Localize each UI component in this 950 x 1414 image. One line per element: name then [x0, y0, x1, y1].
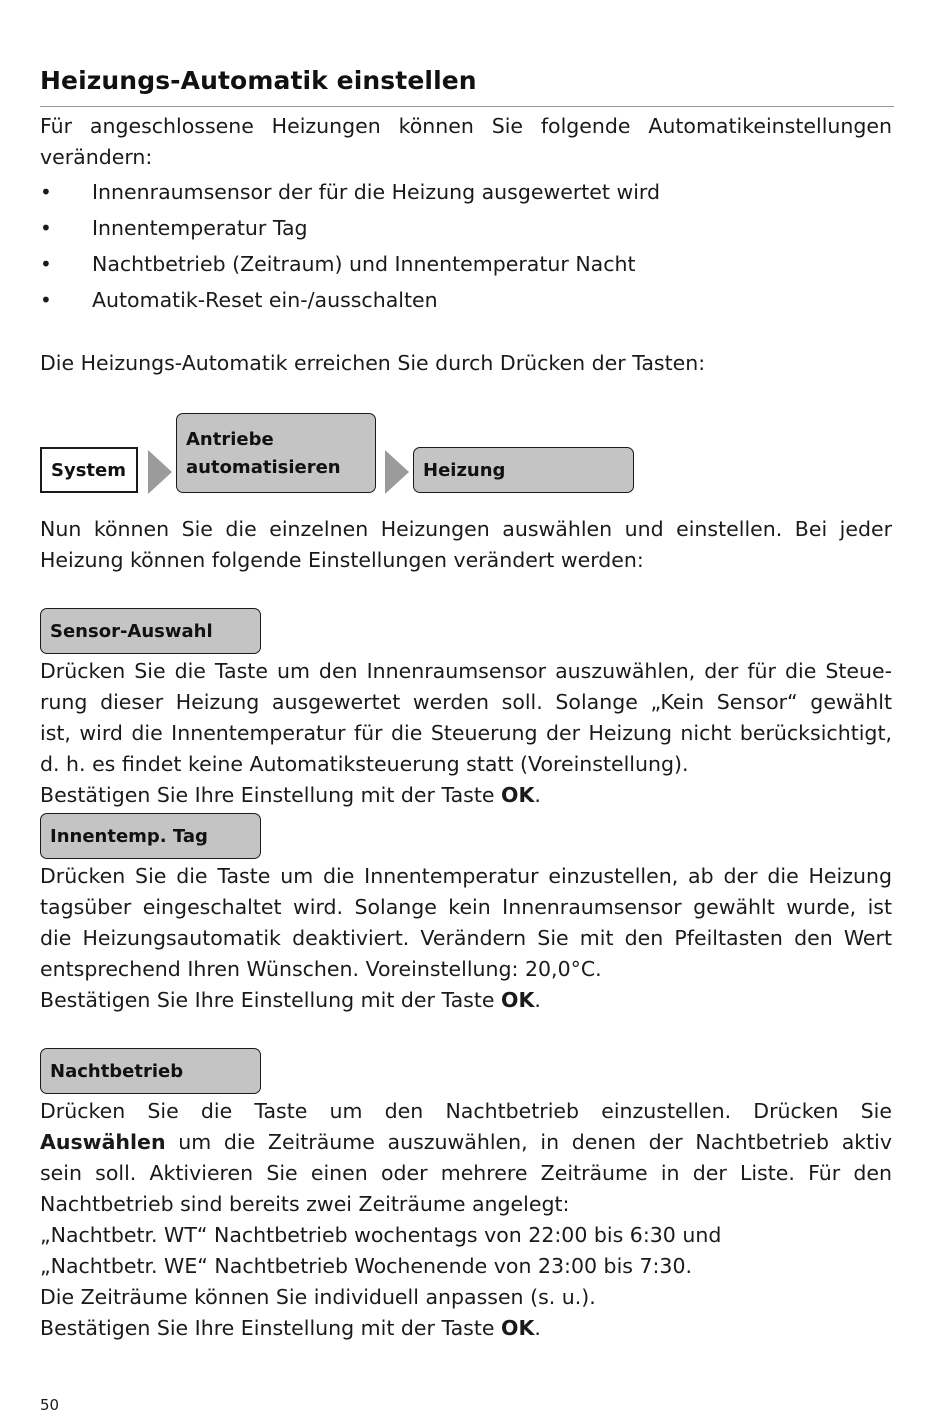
tag-paragraph: Drücken Sie die Taste um die Innentemperatur einzustellen, ab der die Heizung tagsüber eingeschaltet wird. Solange kein Innenraumsensor gewählt wurde, ist die Heizungsautomatik deaktiviert. Verändern Sie mit den Pfeiltasten den Wert entsprechend Ihren Wünschen. Voreinstellung: 20,0°C. Bestätigen Sie Ihre Einstellung mit der Taste OK. [40, 861, 892, 1016]
confirm-line: Bestätigen Sie Ihre Einstellung mit der Taste OK. [40, 1316, 541, 1340]
list-item: • Innentemperatur Tag [40, 213, 660, 249]
bullet-icon: • [40, 252, 52, 276]
select-paragraph: Nun können Sie die einzelnen Heizungen auswählen und einstellen. Bei jeder Heizung können folgende Einstellungen verändert werden: [40, 517, 892, 572]
sensor-auswahl-key[interactable]: Sensor-Auswahl [40, 608, 261, 654]
sensor-paragraph: Drücken Sie die Taste um den Innenraumsensor auszuwählen, der für die Steue- rung dieser Heizung ausgewertet werden soll. Solange „Kein Sensor“ gewählt ist, wird die Innentemperatur für die Steuerung der Heizung nicht berücksichtigt, d. h. es findet keine Automatiksteuerung statt (Voreinstellung). Bestätigen Sie Ihre Einstellung mit der Taste OK. [40, 656, 892, 811]
innentemp-tag-key[interactable]: Innentemp. Tag [40, 813, 261, 859]
bullet-icon: • [40, 288, 52, 312]
reach-paragraph: Die Heizungs-Automatik erreichen Sie durch Drücken der Tasten: [40, 351, 706, 375]
antriebe-automatisieren-key[interactable]: Antriebe automatisieren [176, 413, 376, 493]
nacht-paragraph: Drücken Sie die Taste um den Nachtbetrieb einzustellen. Drücken Sie Auswählen um die Zeiträume auszuwählen, in denen der Nachtbetrieb aktiv sein soll. Aktivieren Sie einen oder mehrere Zeiträume in der Liste. Für den Nachtbetrieb sind bereits zwei Zeiträume angelegt: „Nachtbetr. WT“ Nachtbetrieb wochentags von 22:00 bis 6:30 und „Nachtbetr. WE“ Nachtbetrieb Wochenende von 23:00 bis 7:30. Die Zeiträume können Sie individuell anpassen (s. u.). Bestätigen Sie Ihre Einstellung mit der Taste OK. [40, 1096, 892, 1344]
intro-line: Für angeschlossene Heizungen können Sie folgende Automatikeinstellungen [40, 114, 892, 138]
confirm-line: Bestätigen Sie Ihre Einstellung mit der Taste OK. [40, 988, 541, 1012]
settings-list [40, 177, 660, 321]
intro-line: verändern: [40, 145, 153, 169]
bullet-icon: • [40, 216, 52, 240]
nacht-line-2: Auswählen um die Zeiträume auszuwählen, in denen der Nachtbetrieb aktiv [40, 1130, 892, 1154]
list-item: • Nachtbetrieb (Zeitraum) und Innentemperatur Nacht [40, 249, 660, 285]
list-item: • Automatik-Reset ein-/ausschalten [40, 285, 660, 321]
section-heading: Heizungs-Automatik einstellen [40, 66, 477, 95]
bullet-icon: • [40, 180, 52, 204]
list-item: • Innenraumsensor der für die Heizung ausgewertet wird [40, 177, 660, 213]
heizung-key[interactable]: Heizung [413, 447, 634, 493]
system-key[interactable]: System [40, 447, 138, 493]
arrow-right-icon [148, 450, 172, 494]
arrow-right-icon [385, 450, 409, 494]
page-number: 50 [40, 1396, 60, 1414]
nachtbetrieb-key[interactable]: Nachtbetrieb [40, 1048, 261, 1094]
confirm-line: Bestätigen Sie Ihre Einstellung mit der Taste OK. [40, 783, 541, 807]
heading-divider [40, 106, 894, 107]
intro-paragraph [40, 111, 892, 173]
